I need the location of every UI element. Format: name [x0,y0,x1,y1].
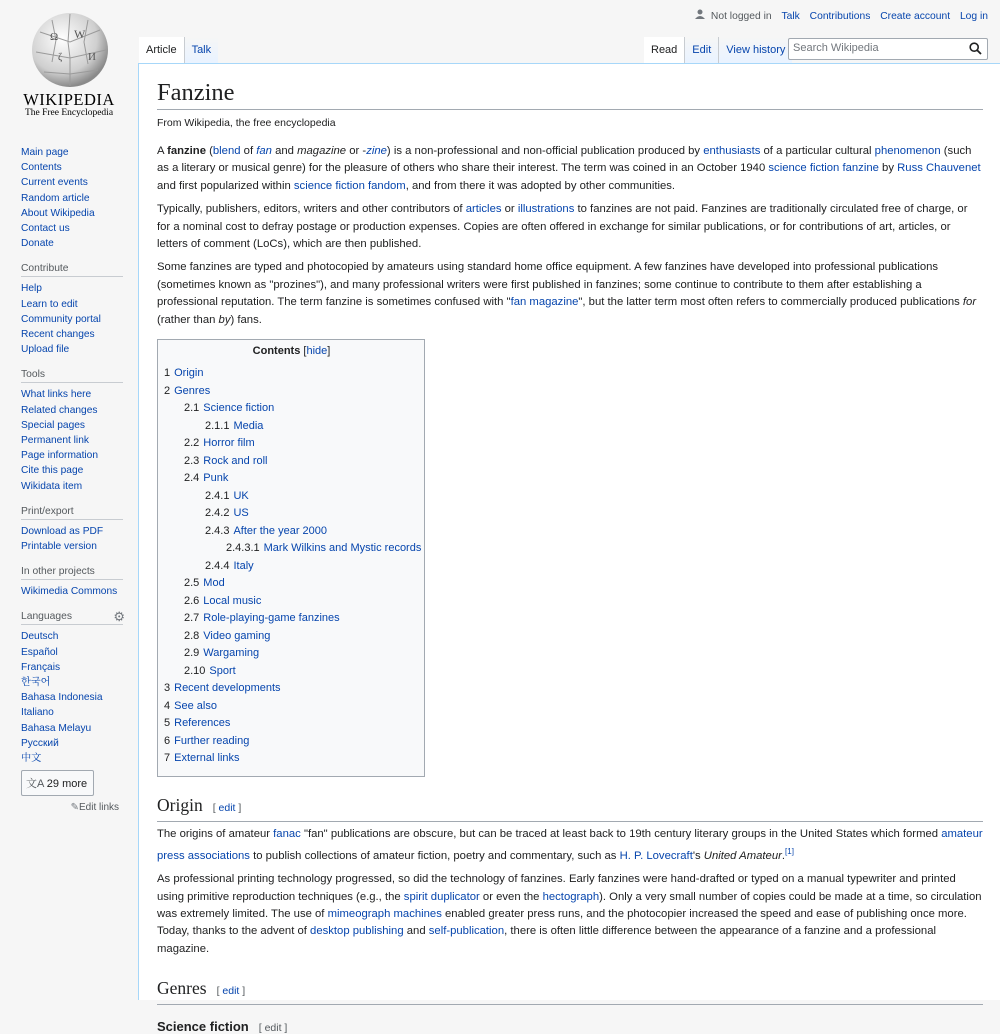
tab-edit[interactable]: Edit [684,37,718,63]
page-title: Fanzine [157,78,983,110]
tab-view-history[interactable]: View history [718,37,792,63]
toc-link[interactable]: Further reading [174,734,250,747]
toc-link[interactable]: References [174,717,231,730]
sidebar-item-what-links-here[interactable]: What links here [21,389,92,401]
text: (rather than [157,313,219,326]
link-science-fiction-fandom[interactable]: science fiction fandom [293,179,406,192]
sidebar-item-download-pdf[interactable]: Download as PDF [21,525,104,537]
text: or even the [479,890,543,903]
text: to publish collections of amateur fiction, poetry and commentary, such as [249,849,620,862]
text: ). Only a very small number of copies could be made at a time, so circulation was extremely limited. The use of [157,890,982,920]
text: The origins of amateur [157,827,274,840]
toc-entry[interactable] [164,540,422,558]
toc-entry[interactable] [164,505,419,523]
toc-link[interactable]: Horror film [203,437,255,450]
edit-section-link[interactable]: edit [222,985,240,998]
wikipedia-logo[interactable] [0,0,138,125]
toc-bracket: [ [303,345,307,358]
toc-link[interactable]: See also [174,699,217,712]
link-mimeograph[interactable]: mimeograph machines [327,907,442,920]
sidebar-item-contents[interactable]: Contents [21,162,62,174]
toc-entry[interactable] [164,715,419,733]
link-illustrations[interactable]: illustrations [517,203,575,216]
talk-link[interactable]: Talk [781,11,800,22]
toc-entry[interactable] [164,645,419,663]
user-icon [695,10,708,22]
text: and [403,925,429,938]
toc-number: 2.6 [184,594,200,607]
bracket: ] [235,801,242,814]
text: of a particular cultural [760,145,875,157]
section-title: Genres [157,978,207,999]
sidebar-item-cite-this-page[interactable]: Cite this page [21,465,84,477]
section-edit [217,985,246,997]
sidebar-item-random-article[interactable]: Random article [21,192,90,204]
section-edit[interactable]: [ edit ] [258,1022,288,1034]
toc-entry[interactable] [164,365,419,383]
namespace-tabs [139,37,218,63]
toc-number: 7 [164,752,171,765]
subsection-heading-science-fiction [157,1019,983,1034]
section-edit [213,802,242,814]
reference-link[interactable]: [1] [785,846,794,856]
view-tabs [644,37,792,63]
sidebar-item-contact[interactable]: Contact us [21,223,70,235]
sidebar-tools [21,369,124,493]
sidebar-lang-francais[interactable]: Français [21,661,61,673]
toc-link[interactable]: US [233,507,249,520]
italic-term: magazine [297,145,347,157]
text: , and from there it was adopted by other communities. [405,179,676,192]
svg-text:И: И [88,51,96,63]
link-enthusiasts[interactable]: enthusiasts [703,145,761,157]
text: , there is often little difference between the appearance of a fanzine and a professional magazine. [157,925,936,955]
text: ) fans. [230,313,262,326]
toc-number: 2.9 [184,647,200,660]
search-input[interactable] [788,38,988,60]
toc-link[interactable]: Italy [233,559,254,572]
svg-text:W: W [74,27,86,41]
toc-number: 2.2 [184,437,200,450]
sidebar-lang-chinese[interactable]: 中文 [21,753,42,765]
text: A [157,145,168,157]
toc-link[interactable]: Recent developments [174,682,281,695]
toc-link[interactable]: After the year 2000 [233,524,328,537]
text: Typically, publishers, editors, writers and other contributors of [157,203,466,216]
toc-entry[interactable] [164,663,419,681]
search-icon[interactable] [969,42,982,60]
text: "fan" publications are obscure, but can be traced at least back to 19th century literary groups in the United States which formed [300,827,942,840]
toc-link[interactable]: Science fiction [203,402,275,415]
toc-entry[interactable] [164,733,419,751]
toc-entry[interactable] [164,523,419,541]
toc-entry[interactable] [164,610,419,628]
sidebar-lang-korean[interactable]: 한국어 [21,677,51,689]
sidebar-item-wikimedia-commons[interactable]: Wikimedia Commons [21,586,118,598]
log-in-link[interactable]: Log in [959,11,988,22]
create-account-link[interactable]: Create account [880,11,951,22]
sidebar-item-permanent-link[interactable]: Permanent link [21,435,89,447]
tab-talk[interactable]: Talk [184,37,219,63]
link-amateur-press-associations[interactable]: amateur press associations [157,827,983,862]
link-articles[interactable]: articles [465,203,502,216]
sidebar-item-recent-changes[interactable]: Recent changes [21,329,95,341]
intro-paragraph-3 [157,259,983,329]
text: to fanzines are not paid. Fanzines are traditionally circulated free of charge, or for a nominal cost to defray postage or production expenses. Copies are often offered in exchange for similar publications, or for contributions of art, articles, or letters of comment (LoCs), which are then published. [157,203,968,251]
toc-number: 5 [164,717,171,730]
sidebar-heading-languages [21,611,123,625]
sidebar-item-wikidata-item[interactable]: Wikidata item [21,480,83,492]
tab-article[interactable]: Article [139,37,184,63]
bracket: [ [212,801,219,814]
toc-hide-toggle[interactable]: hide [306,345,328,358]
sidebar-lang-deutsch[interactable]: Deutsch [21,631,59,643]
toc-number: 1 [164,367,171,380]
search-placeholder: Search Wikipedia [793,42,879,54]
more-languages-button[interactable] [21,770,94,796]
sidebar-lang-russian[interactable]: Русский [21,737,59,749]
link-phenomenon[interactable]: phenomenon [874,145,941,157]
origin-paragraph-1 [157,826,983,866]
toc-link[interactable]: Media [233,419,264,432]
sidebar-item-about[interactable]: About Wikipedia [21,207,95,219]
puzzle-globe-icon [30,12,110,88]
toc-link[interactable]: UK [233,489,249,502]
sidebar-navigation [21,145,124,251]
link-fanac[interactable]: fanac [273,827,301,840]
sidebar-lang-espanol[interactable]: Español [21,646,58,658]
toc-link[interactable]: Sport [209,664,236,677]
edit-section-link[interactable]: edit [218,801,236,814]
text: . [781,849,786,862]
text: or - [346,145,367,157]
edit-links-label: Edit links [78,802,119,814]
contributions-link[interactable]: Contributions [809,11,871,22]
toc-link[interactable]: Video gaming [203,629,271,642]
toc-entry[interactable] [164,470,419,488]
sidebar-lang-melayu[interactable]: Bahasa Melayu [21,722,92,734]
link-russ-chauvenet[interactable]: Russ Chauvenet [897,162,981,175]
text: enabled greater press runs, and the photocopier increased the speed and ease of publishing once more. Today, thanks to the advent of [157,907,967,938]
toc-number: 2.4.3.1 [226,542,260,555]
toc-entry[interactable] [164,383,419,401]
toc-link[interactable]: Origin [174,367,204,380]
sidebar-print [21,506,124,554]
text: Some fanzines are typed and photocopied by amateurs using standard home office equipment. A few fanzines have developed into professional publications (sometimes known as "prozines"), and many professional writers were first published in fanzines; some continue to contribute to them after establishing a professional reputation. The term fanzine is sometimes confused with " [157,261,939,309]
toc-number: 2.1 [184,402,200,415]
toc-number: 4 [164,699,171,712]
section-heading-genres [157,976,983,1005]
toc-entry[interactable] [164,488,419,506]
toc-entry[interactable] [164,593,419,611]
toc-link[interactable]: Wargaming [203,647,260,660]
text: As professional printing technology progressed, so did the technology of fanzines. Early fanzines were hand-drafted or typed on a manual typewriter and printed using primitive reproduction techniques (e.g., the [157,873,956,903]
toc-number: 2.4.4 [205,559,230,572]
svg-text:Ω: Ω [50,31,59,43]
link-hp-lovecraft[interactable]: H. P. Lovecraft [619,849,693,862]
toc-entry[interactable] [164,558,419,576]
italic-term: United Amateur [703,849,782,862]
pencil-icon: ✎ [70,802,79,814]
edit-links[interactable] [0,802,119,813]
link-science-fiction-fanzine[interactable]: science fiction fanzine [768,162,879,175]
text: and [271,145,298,157]
toc-title [164,345,419,357]
toc-number: 2.4.2 [205,507,230,520]
toc-number: 6 [164,734,171,747]
bracket: ] [239,985,246,998]
origin-paragraph-2 [157,871,983,958]
gear-icon[interactable]: ⚙ [113,609,125,625]
toc-entry[interactable] [164,680,419,698]
toc-heading: Contents [252,345,301,358]
toc-number: 2.1.1 [205,419,230,432]
link-spirit-duplicator[interactable]: spirit duplicator [403,890,480,903]
sidebar-item-upload-file[interactable]: Upload file [21,344,70,356]
sidebar-item-related-changes[interactable]: Related changes [21,404,98,416]
toc-entry[interactable] [164,400,419,418]
toc-number: 2.4.1 [205,489,230,502]
table-of-contents [157,339,425,777]
toc-entry[interactable] [164,628,419,646]
toc-link[interactable]: Role-playing-game fanzines [203,612,340,625]
sidebar-heading-print: Print/export [21,506,123,520]
sidebar-lang-italiano[interactable]: Italiano [21,707,54,719]
toc-number: 2.8 [184,629,200,642]
link-self-publication[interactable]: self-publication [428,925,505,938]
toc-entry[interactable] [164,750,419,768]
text: 's [692,849,704,862]
sidebar-item-donate[interactable]: Donate [21,238,54,250]
sidebar-item-page-information[interactable]: Page information [21,450,99,462]
bold-term: fanzine [167,145,206,157]
link-desktop-publishing[interactable]: desktop publishing [310,925,404,938]
toc-entry[interactable] [164,435,419,453]
sidebar-lang-indonesian[interactable]: Bahasa Indonesia [21,692,103,704]
toc-number: 2.7 [184,612,200,625]
text: by [878,162,898,175]
translate-icon: 文A [26,778,44,791]
toc-number: 2.4 [184,472,200,485]
more-languages-label: 29 more [46,778,88,791]
link-fan-magazine[interactable]: fan magazine [510,296,579,309]
toc-number: 3 [164,682,171,695]
text: (such as a literary or musical genre) for the pleasure of others who share their interest. The term was coined in an October 1940 [157,145,972,175]
toc-link[interactable]: Mark Wilkins and Mystic records [263,542,422,555]
subsection-title: Science fiction [157,1019,249,1034]
bracket: [ [216,985,223,998]
toc-link[interactable]: External links [174,752,240,765]
sidebar-projects [21,566,124,599]
toc-link[interactable]: Genres [174,384,211,397]
sidebar-contribute [21,263,124,357]
text: ", but the latter term most often refers to commercially produced publications [578,296,963,309]
sidebar-item-current-events[interactable]: Current events [21,177,88,189]
link-blend[interactable]: blend [212,145,241,157]
languages-heading-label: Languages [21,611,72,623]
toc-number: 2 [164,384,171,397]
main-content [138,63,1000,1034]
svg-text:ζ: ζ [58,52,63,63]
italic-term: for [962,296,977,309]
sidebar-item-community-portal[interactable]: Community portal [21,313,101,325]
toc-list [164,365,422,768]
sidebar [0,140,138,813]
intro-paragraph-1 [157,143,983,195]
toc-number: 2.4.3 [205,524,230,537]
text: ) is a non-professional and non-official publication produced by [386,145,704,157]
text: of [240,145,257,157]
text: or [501,203,518,216]
personal-tools [688,9,988,22]
link-hectograph[interactable]: hectograph [542,890,600,903]
toc-entry[interactable] [164,453,419,471]
toc-link[interactable]: Rock and roll [203,454,268,467]
toc-link[interactable]: Punk [203,472,229,485]
toc-number: 2.10 [184,664,206,677]
sidebar-item-help[interactable]: Help [21,283,42,295]
sidebar-item-learn-to-edit[interactable]: Learn to edit [21,298,78,310]
sidebar-heading-tools: Tools [21,369,123,383]
section-heading-origin [157,793,983,822]
sidebar-item-special-pages[interactable]: Special pages [21,419,86,431]
site-subtitle: From Wikipedia, the free encyclopedia [157,117,336,129]
sidebar-item-main-page[interactable]: Main page [21,147,69,158]
wikipedia-wordmark: WIKIPEDIA [23,90,115,109]
link-zine[interactable]: zine [366,145,387,157]
wikipedia-tagline: The Free Encyclopedia [24,108,114,118]
italic-term: by [218,313,231,326]
toc-link[interactable]: Mod [203,577,225,590]
toc-link[interactable]: Local music [203,594,262,607]
toc-bracket: ] [327,345,331,358]
intro-paragraph-2 [157,201,983,253]
text: and first popularized within [157,179,294,192]
sidebar-languages [21,611,124,796]
not-logged-in-label: Not logged in [710,11,772,22]
sidebar-item-printable-version[interactable]: Printable version [21,541,97,553]
toc-number: 2.3 [184,454,200,467]
tab-read[interactable]: Read [644,37,684,63]
toc-entry[interactable] [164,698,419,716]
section-title: Origin [157,794,203,815]
sidebar-heading-projects: In other projects [21,566,123,580]
link-fan[interactable]: fan [256,145,272,157]
text: ( [205,145,213,157]
toc-number: 2.5 [184,577,200,590]
sidebar-heading-contribute: Contribute [21,263,123,277]
toc-entry[interactable] [164,575,419,593]
toc-entry[interactable] [164,418,419,436]
